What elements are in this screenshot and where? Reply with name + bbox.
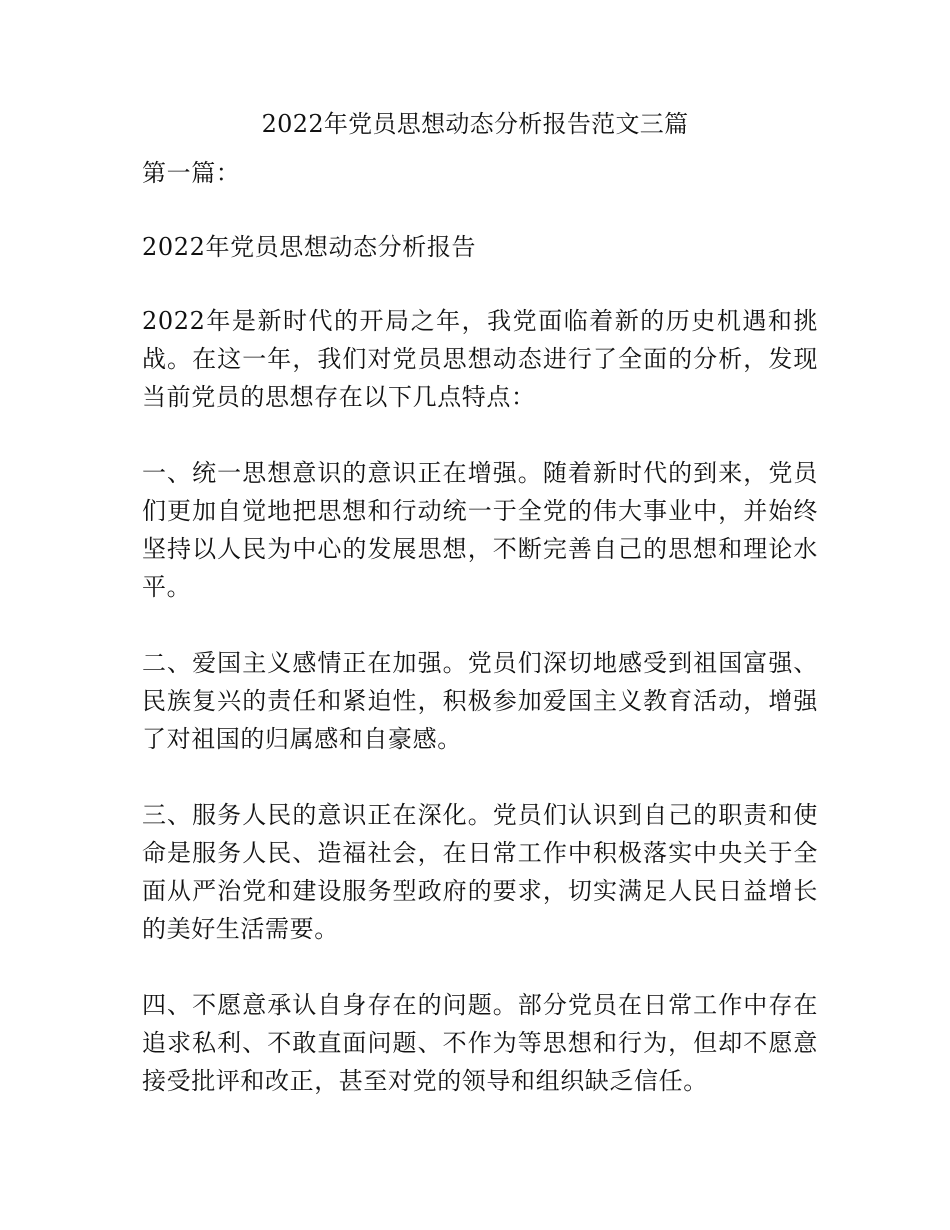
paragraph-point-3: 三、服务人民的意识正在深化。党员们认识到自己的职责和使命是服务人民、造福社会，在日常工作中积极落实中央关于全面从严治党和建设服务型政府的要求，切实满足人民日益增长的美好生活需要。 <box>142 801 818 943</box>
paragraph-point-1: 一、统一思想意识的意识正在增强。随着新时代的到来，党员们更加自觉地把思想和行动统一于全党的伟大事业中，并始终坚持以人民为中心的发展思想，不断完善自己的思想和理论水平。 <box>142 459 818 601</box>
report-subtitle: 2022年党员思想动态分析报告 <box>142 233 477 261</box>
paragraph-intro: 2022年是新时代的开局之年，我党面临着新的历史机遇和挑战。在这一年，我们对党员思想动态进行了全面的分析，发现当前党员的思想存在以下几点特点： <box>142 307 818 411</box>
section-label: 第一篇： <box>142 159 241 187</box>
paragraph-point-2: 二、爱国主义感情正在加强。党员们深切地感受到祖国富强、民族复兴的责任和紧迫性，积极参加爱国主义教育活动，增强了对祖国的归属感和自豪感。 <box>142 649 818 753</box>
document-body <box>142 154 818 1138</box>
document-title: 2022年党员思想动态分析报告范文三篇 <box>261 110 689 138</box>
paragraph-point-4: 四、不愿意承认自身存在的问题。部分党员在日常工作中存在追求私利、不敢直面问题、不作为等思想和行为，但却不愿意接受批评和改正，甚至对党的领导和组织缺乏信任。 <box>142 991 818 1095</box>
